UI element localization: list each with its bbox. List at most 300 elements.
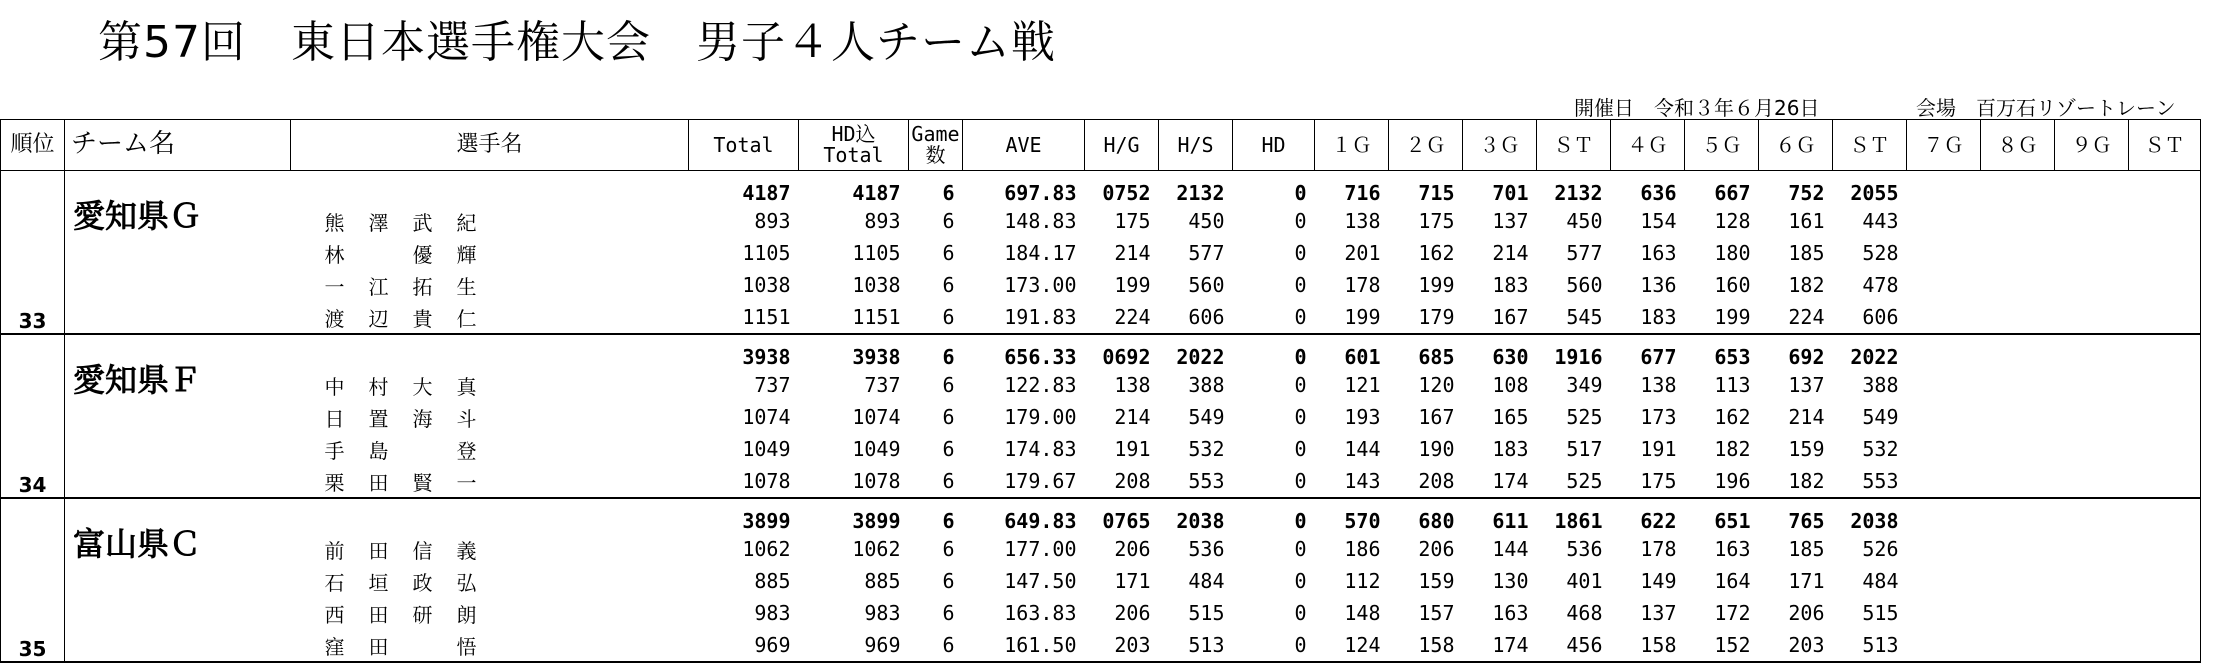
stat-cell: 128 (1714, 209, 1751, 233)
stat-cell: 456 (1537, 629, 1611, 662)
stat-cell: 120 (1418, 373, 1455, 397)
stat-cell: 0 (1294, 209, 1307, 233)
stat-cell (2055, 269, 2129, 301)
stat-cell: 163.83 (1004, 601, 1077, 625)
team-name-spacer (65, 401, 291, 433)
stat-cell (2129, 597, 2201, 629)
player-name-char: 田 (368, 602, 389, 627)
player-name-char: 日 (324, 406, 345, 431)
stat-cell: 526 (1862, 537, 1899, 561)
stat-cell: 161.50 (963, 629, 1085, 662)
stat-cell: 517 (1566, 437, 1603, 461)
stat-cell: 478 (1862, 273, 1899, 297)
stat-cell: 191 (1114, 437, 1151, 461)
player-name-char: 信 (412, 538, 433, 563)
player-name-char: 西 (324, 602, 345, 627)
player-name-char: 辺 (368, 306, 389, 331)
player-row (1, 269, 2201, 301)
column-header: １Ｇ (1315, 120, 1389, 171)
stat-cell (2055, 334, 2129, 369)
page-title: 第57回 東日本選手権大会 男子４人チーム戦 (98, 17, 1056, 68)
stat-cell: 1062 (852, 537, 901, 561)
player-name-char: 真 (456, 374, 477, 399)
table-header-row (1, 120, 2201, 171)
stat-cell: 172 (1714, 601, 1751, 625)
column-header: HD (1233, 120, 1315, 171)
team-name-spacer (65, 269, 291, 301)
stat-cell: 144 (1492, 537, 1529, 561)
stat-cell: 525 (1566, 405, 1603, 429)
stat-cell (1907, 565, 1981, 597)
team-name-spacer (65, 237, 291, 269)
stat-cell: 157 (1418, 601, 1455, 625)
stat-cell: 138 (1344, 209, 1381, 233)
stat-cell: 147.50 (1004, 569, 1077, 593)
stat-cell: 560 (1188, 273, 1225, 297)
stat-cell: 208 (1085, 465, 1159, 498)
stat-cell: 164 (1714, 569, 1751, 593)
column-header: HD込 Total (799, 120, 909, 171)
stat-cell: 525 (1537, 465, 1611, 498)
stat-cell: 173.00 (1004, 273, 1077, 297)
stat-cell: 138 (1114, 373, 1151, 397)
player-row (1, 237, 2201, 269)
stat-cell: 2022 (1176, 345, 1225, 369)
player-name-char: 生 (456, 274, 477, 299)
rank-cell: 34 (1, 334, 65, 498)
stat-cell (2129, 205, 2201, 237)
stat-cell: 196 (1685, 465, 1759, 498)
stat-cell: 179 (1389, 301, 1463, 334)
stat-cell: 349 (1566, 373, 1603, 397)
stat-cell: 158 (1611, 629, 1685, 662)
stat-cell: 175 (1418, 209, 1455, 233)
player-row (1, 465, 2201, 498)
stat-cell: 606 (1833, 301, 1907, 334)
stat-cell (1907, 597, 1981, 629)
stat-cell: 0 (1294, 373, 1307, 397)
stat-cell (1907, 205, 1981, 237)
stat-cell: 224 (1759, 301, 1833, 334)
team-name: 愛知県Ｆ (73, 361, 202, 399)
stat-cell: 1074 (742, 405, 791, 429)
stat-cell: 137 (1788, 373, 1825, 397)
stat-cell: 577 (1566, 241, 1603, 265)
stat-cell: 606 (1159, 301, 1233, 334)
stat-cell: 208 (1389, 465, 1463, 498)
event-venue: 会場 百万石リゾートレーン (1916, 96, 2176, 120)
stat-cell: 6 (909, 301, 963, 334)
stat-cell (2129, 565, 2201, 597)
stat-cell: 765 (1788, 509, 1825, 533)
player-name-char: 一 (456, 470, 477, 495)
stat-cell: 1105 (742, 241, 791, 265)
stat-cell (1907, 334, 1981, 369)
stat-cell (1981, 465, 2055, 498)
stat-cell: 190 (1418, 437, 1455, 461)
team-row (1, 171, 2201, 206)
column-header: ＳＴ (1537, 120, 1611, 171)
stat-cell: 388 (1862, 373, 1899, 397)
stat-cell: 885 (864, 569, 901, 593)
stat-cell: 183 (1611, 301, 1685, 334)
player-name-char: 村 (368, 374, 389, 399)
stat-cell: 184.17 (1004, 241, 1077, 265)
column-header: ７Ｇ (1907, 120, 1981, 171)
player-name-cell (291, 334, 689, 369)
team-name-spacer (65, 565, 291, 597)
results-table (0, 119, 2201, 663)
rank-cell: 33 (1, 171, 65, 335)
player-name-char: 林 (324, 242, 345, 267)
stat-cell: 6 (942, 405, 955, 429)
stat-cell: 3899 (742, 509, 791, 533)
stat-cell: 560 (1566, 273, 1603, 297)
stat-cell: 0 (1294, 437, 1307, 461)
stat-cell: 6 (942, 209, 955, 233)
stat-cell: 191 (1640, 437, 1677, 461)
stat-cell: 161 (1788, 209, 1825, 233)
player-name-char: 拓 (412, 274, 433, 299)
stat-cell (1981, 301, 2055, 334)
stat-cell: 737 (754, 373, 791, 397)
stat-cell (2129, 629, 2201, 662)
stat-cell: 2022 (1850, 345, 1899, 369)
stat-cell: 214 (1114, 241, 1151, 265)
stat-cell: 1038 (742, 273, 791, 297)
stat-cell: 121 (1344, 373, 1381, 397)
stat-cell: 112 (1344, 569, 1381, 593)
stat-cell: 388 (1188, 373, 1225, 397)
player-name-char: 輝 (456, 242, 477, 267)
column-header: ８Ｇ (1981, 120, 2055, 171)
player-name-char: 田 (368, 470, 389, 495)
stat-cell: 0 (1233, 629, 1315, 662)
stat-cell: 183 (1492, 273, 1529, 297)
stat-cell: 183 (1492, 437, 1529, 461)
stat-cell (1981, 498, 2055, 533)
stat-cell (2055, 237, 2129, 269)
stat-cell: 143 (1315, 465, 1389, 498)
stat-cell: 6 (942, 569, 955, 593)
stat-cell: 549 (1862, 405, 1899, 429)
stat-cell: 2132 (1176, 181, 1225, 205)
player-name-char: 田 (368, 634, 389, 659)
stat-cell: 175 (1611, 465, 1685, 498)
stat-cell: 148 (1344, 601, 1381, 625)
stat-cell: 680 (1418, 509, 1455, 533)
column-header: AVE (963, 120, 1085, 171)
player-name (291, 433, 689, 465)
stat-cell: 182 (1788, 273, 1825, 297)
stat-cell: 180 (1714, 241, 1751, 265)
stat-cell: 3938 (742, 345, 791, 369)
stat-cell: 1049 (742, 437, 791, 461)
stat-cell: 206 (1418, 537, 1455, 561)
player-row (1, 533, 2201, 565)
stat-cell (2055, 205, 2129, 237)
stat-cell: 885 (754, 569, 791, 593)
stat-cell: 484 (1862, 569, 1899, 593)
stat-cell (1907, 237, 1981, 269)
team-name: 富山県Ｃ (73, 525, 202, 563)
stat-cell: 0 (1294, 181, 1307, 205)
stat-cell: 203 (1085, 629, 1159, 662)
stat-cell: 1049 (852, 437, 901, 461)
player-name-cell (291, 498, 689, 533)
stat-cell: 515 (1862, 601, 1899, 625)
stat-cell: 737 (864, 373, 901, 397)
stat-cell: 0 (1294, 241, 1307, 265)
stat-cell: 450 (1566, 209, 1603, 233)
stat-cell: 167 (1463, 301, 1537, 334)
player-name-char: 栗 (324, 470, 345, 495)
player-name-char: 悟 (456, 634, 477, 659)
stat-cell: 549 (1188, 405, 1225, 429)
stat-cell: 0 (1233, 465, 1315, 498)
player-row (1, 433, 2201, 465)
stat-cell (2129, 301, 2201, 334)
stat-cell (1981, 334, 2055, 369)
stat-cell: 0 (1294, 537, 1307, 561)
player-name-char: 窪 (324, 634, 345, 659)
stat-cell: 185 (1788, 537, 1825, 561)
stat-cell: 528 (1862, 241, 1899, 265)
stat-cell: 0692 (1102, 345, 1151, 369)
stat-cell: 649.83 (1004, 509, 1077, 533)
stat-cell: 667 (1714, 181, 1751, 205)
team-row (1, 334, 2201, 369)
column-header: ２Ｇ (1389, 120, 1463, 171)
player-row (1, 629, 2201, 662)
stat-cell (1907, 269, 1981, 301)
player-name-cell (291, 171, 689, 206)
player-name-char: 前 (324, 538, 345, 563)
player-name (291, 565, 689, 597)
stat-cell: 206 (1114, 601, 1151, 625)
stat-cell: 193 (1344, 405, 1381, 429)
stat-cell: 536 (1188, 537, 1225, 561)
player-name (291, 237, 689, 269)
stat-cell: 6 (942, 537, 955, 561)
stat-cell: 163 (1714, 537, 1751, 561)
stat-cell: 484 (1188, 569, 1225, 593)
stat-cell: 138 (1640, 373, 1677, 397)
player-name-char: 賢 (412, 470, 433, 495)
stat-cell: 214 (1114, 405, 1151, 429)
stat-cell: 969 (689, 629, 799, 662)
stat-cell: 6 (909, 465, 963, 498)
stat-cell: 450 (1188, 209, 1225, 233)
stat-cell: 162 (1418, 241, 1455, 265)
stat-cell: 160 (1714, 273, 1751, 297)
player-name-char: 澤 (368, 210, 389, 235)
stat-cell: 214 (1788, 405, 1825, 429)
stat-cell: 191.83 (963, 301, 1085, 334)
stat-cell (1981, 269, 2055, 301)
stat-cell (1981, 205, 2055, 237)
player-row (1, 369, 2201, 401)
column-header: ３Ｇ (1463, 120, 1537, 171)
stat-cell: 532 (1188, 437, 1225, 461)
stat-cell: 159 (1788, 437, 1825, 461)
player-name (291, 629, 689, 662)
stat-cell: 199 (1114, 273, 1151, 297)
column-header: Total (689, 120, 799, 171)
stat-cell: 182 (1714, 437, 1751, 461)
stat-cell (1907, 369, 1981, 401)
stat-cell: 3899 (852, 509, 901, 533)
stat-cell (1981, 629, 2055, 662)
stat-cell (2129, 171, 2201, 206)
stat-cell (2129, 433, 2201, 465)
stat-cell: 152 (1685, 629, 1759, 662)
stat-cell: 178 (1344, 273, 1381, 297)
player-name-char: 朗 (456, 602, 477, 627)
player-name-char: 中 (324, 374, 345, 399)
player-name-char: 垣 (368, 570, 389, 595)
team-row (1, 498, 2201, 533)
stat-cell: 0 (1294, 273, 1307, 297)
stat-cell: 622 (1640, 509, 1677, 533)
stat-cell (2055, 629, 2129, 662)
stat-cell: 177.00 (1004, 537, 1077, 561)
player-name-char: 渡 (324, 306, 345, 331)
stat-cell: 468 (1566, 601, 1603, 625)
column-header: H/S (1159, 120, 1233, 171)
stat-cell: 983 (864, 601, 901, 625)
player-row (1, 401, 2201, 433)
stat-cell: 1916 (1554, 345, 1603, 369)
stat-cell: 532 (1862, 437, 1899, 461)
stat-cell: 201 (1344, 241, 1381, 265)
stat-cell (2055, 301, 2129, 334)
player-name-char: 島 (368, 438, 389, 463)
player-name-char: 義 (456, 538, 477, 563)
player-name-char: 斗 (456, 406, 477, 431)
stat-cell (2129, 533, 2201, 565)
stat-cell: 969 (799, 629, 909, 662)
column-header: 選手名 (291, 120, 689, 171)
stat-cell: 513 (1833, 629, 1907, 662)
stat-cell: 174 (1463, 465, 1537, 498)
player-name-char: 研 (412, 602, 433, 627)
stat-cell: 4187 (852, 181, 901, 205)
stat-cell: 179.67 (963, 465, 1085, 498)
stat-cell: 149 (1640, 569, 1677, 593)
team-name-spacer (65, 597, 291, 629)
stat-cell: 715 (1418, 181, 1455, 205)
stat-cell: 4187 (742, 181, 791, 205)
column-header: ４Ｇ (1611, 120, 1685, 171)
stat-cell: 685 (1418, 345, 1455, 369)
stat-cell: 443 (1862, 209, 1899, 233)
column-header: H/G (1085, 120, 1159, 171)
stat-cell: 401 (1566, 569, 1603, 593)
stat-cell (1907, 629, 1981, 662)
stat-cell (1981, 533, 2055, 565)
stat-cell: 692 (1788, 345, 1825, 369)
player-name-char: 置 (368, 406, 389, 431)
stat-cell: 2132 (1554, 181, 1603, 205)
stat-cell: 174 (1463, 629, 1537, 662)
stat-cell: 553 (1159, 465, 1233, 498)
stat-cell: 165 (1492, 405, 1529, 429)
stat-cell (1907, 533, 1981, 565)
stat-cell: 148.83 (1004, 209, 1077, 233)
stat-cell: 174.83 (1004, 437, 1077, 461)
column-header: ＳＴ (2129, 120, 2201, 171)
stat-cell: 122.83 (1004, 373, 1077, 397)
stat-cell: 570 (1344, 509, 1381, 533)
stat-cell: 6 (942, 437, 955, 461)
stat-cell: 1062 (742, 537, 791, 561)
stat-cell: 199 (1315, 301, 1389, 334)
player-name-char: 貴 (412, 306, 433, 331)
stat-cell: 752 (1788, 181, 1825, 205)
stat-cell (1981, 369, 2055, 401)
team-name-spacer (65, 301, 291, 334)
player-row (1, 597, 2201, 629)
stat-cell (1907, 433, 1981, 465)
player-name (291, 301, 689, 334)
stat-cell (2129, 465, 2201, 498)
stat-cell (2129, 334, 2201, 369)
player-name (291, 533, 689, 565)
stat-cell: 137 (1640, 601, 1677, 625)
stat-cell: 0 (1233, 301, 1315, 334)
stat-cell (1981, 433, 2055, 465)
stat-cell: 893 (754, 209, 791, 233)
stat-cell: 167 (1418, 405, 1455, 429)
player-name (291, 369, 689, 401)
player-name-char: 海 (412, 406, 433, 431)
stat-cell: 611 (1492, 509, 1529, 533)
stat-cell: 171 (1114, 569, 1151, 593)
column-header: ＳＴ (1833, 120, 1907, 171)
stat-cell: 203 (1759, 629, 1833, 662)
stat-cell: 159 (1418, 569, 1455, 593)
stat-cell: 636 (1640, 181, 1677, 205)
stat-cell: 162 (1714, 405, 1751, 429)
stat-cell: 6 (942, 273, 955, 297)
stat-cell (1981, 401, 2055, 433)
stat-cell (2055, 171, 2129, 206)
stat-cell: 2038 (1176, 509, 1225, 533)
column-header: 順位 (1, 120, 65, 171)
stat-cell (2055, 533, 2129, 565)
player-name-char: 仁 (456, 306, 477, 331)
stat-cell: 186 (1344, 537, 1381, 561)
stat-cell: 6 (942, 509, 955, 533)
player-name-char: 紀 (456, 210, 477, 235)
stat-cell: 6 (942, 241, 955, 265)
stat-cell: 113 (1714, 373, 1751, 397)
stat-cell: 178 (1640, 537, 1677, 561)
stat-cell: 577 (1188, 241, 1225, 265)
stat-cell: 137 (1492, 209, 1529, 233)
stat-cell (1981, 597, 2055, 629)
stat-cell (1907, 171, 1981, 206)
stat-cell: 651 (1714, 509, 1751, 533)
stat-cell: 0 (1294, 509, 1307, 533)
stat-cell: 124 (1315, 629, 1389, 662)
stat-cell (1981, 237, 2055, 269)
stat-cell: 158 (1389, 629, 1463, 662)
stat-cell (2055, 597, 2129, 629)
stat-cell: 206 (1788, 601, 1825, 625)
player-name-char: 熊 (324, 210, 345, 235)
